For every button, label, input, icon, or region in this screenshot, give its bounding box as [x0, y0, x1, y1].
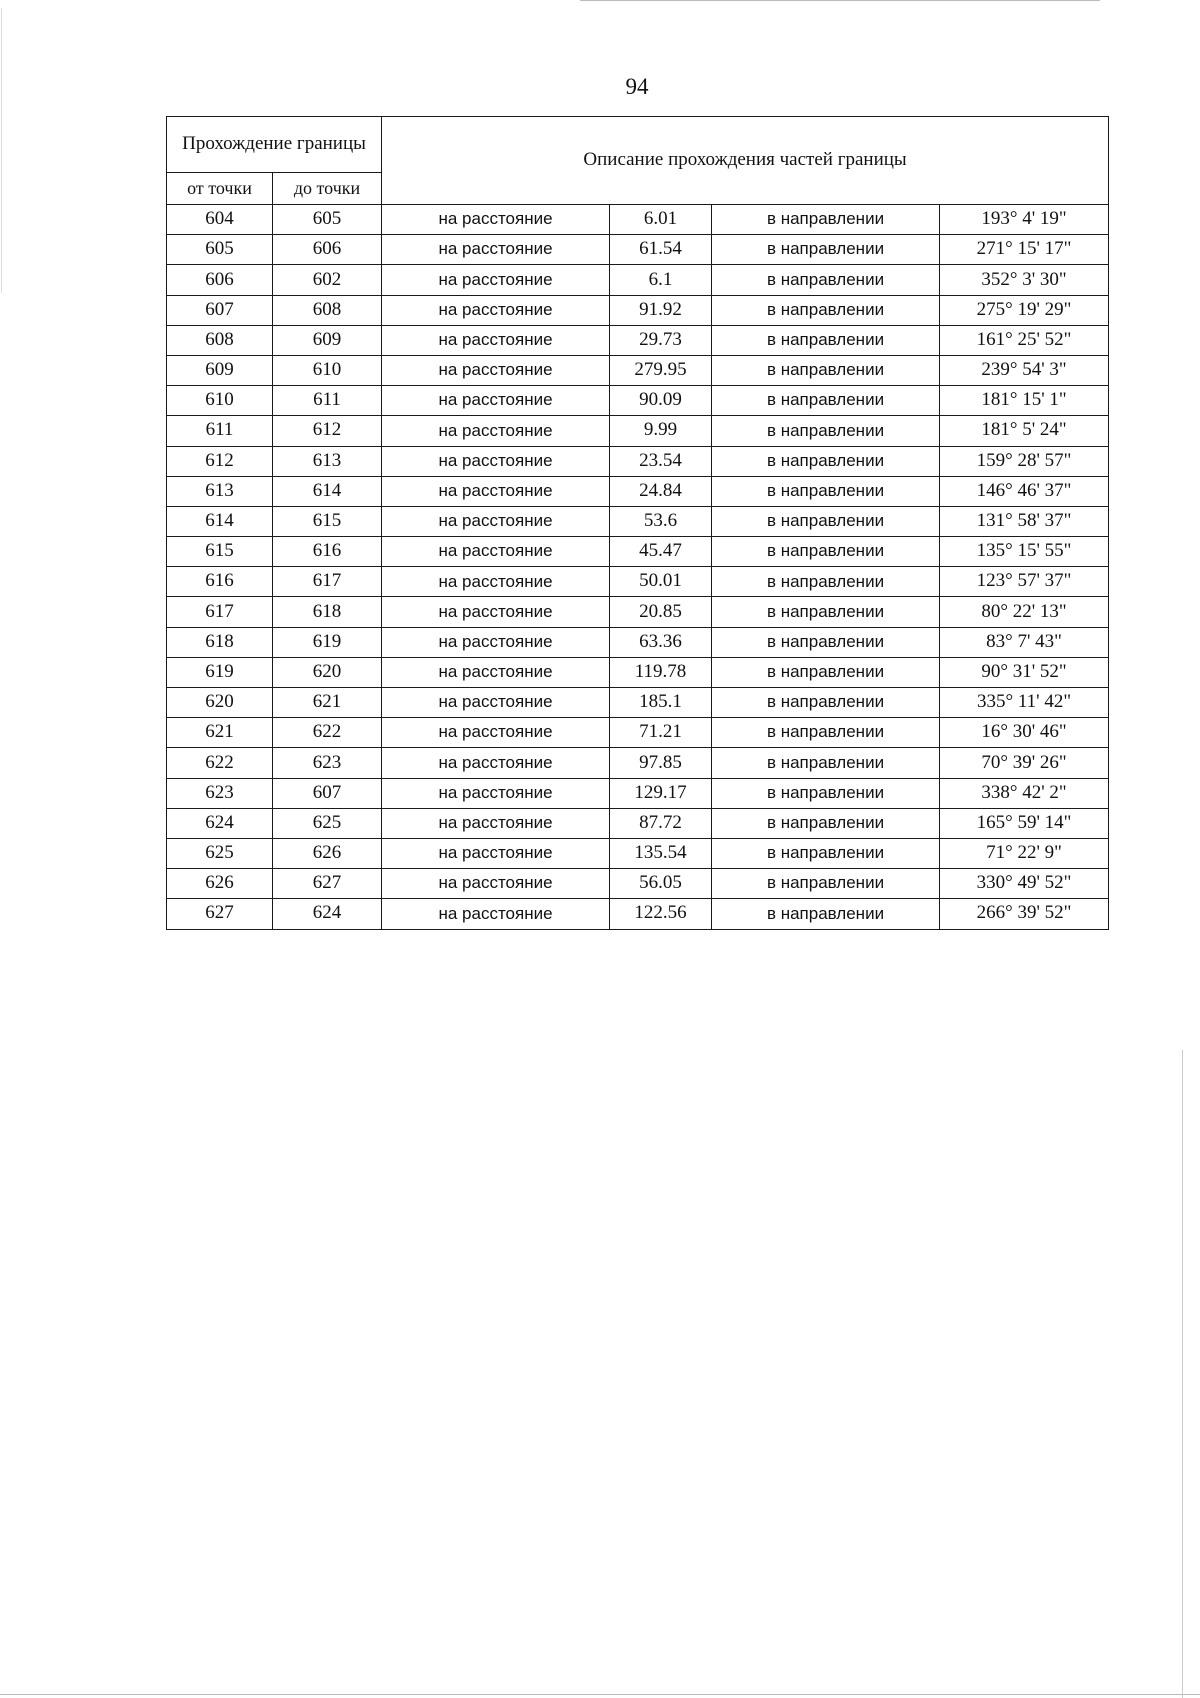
- direction-label-cell: в направлении: [712, 537, 940, 567]
- distance-label-cell: на расстояние: [382, 657, 610, 687]
- direction-angle-cell: 165° 59' 14": [940, 808, 1109, 838]
- from-point-cell: 626: [167, 869, 273, 899]
- direction-label-cell: в направлении: [712, 205, 940, 235]
- to-point-cell: 625: [273, 808, 382, 838]
- scan-edge-bottom: [0, 1694, 1200, 1695]
- direction-label-cell: в направлении: [712, 295, 940, 325]
- distance-value-cell: 279.95: [610, 355, 712, 385]
- distance-label-cell: на расстояние: [382, 416, 610, 446]
- direction-angle-cell: 71° 22' 9": [940, 838, 1109, 868]
- to-point-cell: 602: [273, 265, 382, 295]
- distance-value-cell: 87.72: [610, 808, 712, 838]
- table-row: [167, 567, 1109, 597]
- direction-angle-cell: 135° 15' 55": [940, 537, 1109, 567]
- from-point-cell: 625: [167, 838, 273, 868]
- to-point-cell: 605: [273, 205, 382, 235]
- distance-value-cell: 6.1: [610, 265, 712, 295]
- direction-label-cell: в направлении: [712, 718, 940, 748]
- from-point-cell: 615: [167, 537, 273, 567]
- table-row: [167, 205, 1109, 235]
- direction-label-cell: в направлении: [712, 446, 940, 476]
- page-number: 94: [625, 74, 649, 99]
- direction-label-cell: в направлении: [712, 386, 940, 416]
- distance-label-cell: на расстояние: [382, 899, 610, 929]
- distance-value-cell: 9.99: [610, 416, 712, 446]
- distance-value-cell: 6.01: [610, 205, 712, 235]
- direction-label-cell: в направлении: [712, 808, 940, 838]
- distance-label-cell: на расстояние: [382, 235, 610, 265]
- header-passage: Прохождение границы: [167, 117, 382, 173]
- from-point-cell: 620: [167, 688, 273, 718]
- distance-value-cell: 29.73: [610, 325, 712, 355]
- table-row: [167, 325, 1109, 355]
- direction-label-cell: в направлении: [712, 567, 940, 597]
- distance-label-cell: на расстояние: [382, 537, 610, 567]
- direction-angle-cell: 181° 5' 24": [940, 416, 1109, 446]
- from-point-cell: 606: [167, 265, 273, 295]
- from-point-cell: 622: [167, 748, 273, 778]
- to-point-cell: 614: [273, 476, 382, 506]
- distance-value-cell: 24.84: [610, 476, 712, 506]
- direction-label-cell: в направлении: [712, 838, 940, 868]
- distance-value-cell: 61.54: [610, 235, 712, 265]
- table-row: [167, 627, 1109, 657]
- direction-label-cell: в направлении: [712, 748, 940, 778]
- distance-label-cell: на расстояние: [382, 355, 610, 385]
- direction-label-cell: в направлении: [712, 778, 940, 808]
- direction-angle-cell: 70° 39' 26": [940, 748, 1109, 778]
- distance-value-cell: 45.47: [610, 537, 712, 567]
- to-point-cell: 607: [273, 778, 382, 808]
- distance-value-cell: 50.01: [610, 567, 712, 597]
- distance-label-cell: на расстояние: [382, 265, 610, 295]
- from-point-cell: 619: [167, 657, 273, 687]
- direction-label-cell: в направлении: [712, 657, 940, 687]
- direction-angle-cell: 239° 54' 3": [940, 355, 1109, 385]
- direction-angle-cell: 83° 7' 43": [940, 627, 1109, 657]
- from-point-cell: 610: [167, 386, 273, 416]
- distance-value-cell: 53.6: [610, 506, 712, 536]
- distance-label-cell: на расстояние: [382, 688, 610, 718]
- direction-label-cell: в направлении: [712, 688, 940, 718]
- to-point-cell: 627: [273, 869, 382, 899]
- table-row: [167, 657, 1109, 687]
- direction-angle-cell: 193° 4' 19": [940, 205, 1109, 235]
- distance-label-cell: на расстояние: [382, 386, 610, 416]
- table-row: [167, 506, 1109, 536]
- from-point-cell: 627: [167, 899, 273, 929]
- direction-label-cell: в направлении: [712, 265, 940, 295]
- direction-label-cell: в направлении: [712, 325, 940, 355]
- distance-value-cell: 119.78: [610, 657, 712, 687]
- direction-label-cell: в направлении: [712, 869, 940, 899]
- from-point-cell: 618: [167, 627, 273, 657]
- table-row: [167, 899, 1109, 929]
- from-point-cell: 608: [167, 325, 273, 355]
- direction-angle-cell: 352° 3' 30": [940, 265, 1109, 295]
- scan-edge-right: [1182, 1050, 1183, 1698]
- scan-edge-left: [1, 8, 2, 293]
- from-point-cell: 604: [167, 205, 273, 235]
- table-row: [167, 416, 1109, 446]
- header-from-point: от точки: [167, 173, 273, 205]
- distance-value-cell: 91.92: [610, 295, 712, 325]
- table-header: [167, 117, 1109, 205]
- from-point-cell: 614: [167, 506, 273, 536]
- to-point-cell: 621: [273, 688, 382, 718]
- direction-angle-cell: 330° 49' 52": [940, 869, 1109, 899]
- to-point-cell: 622: [273, 718, 382, 748]
- distance-label-cell: на расстояние: [382, 748, 610, 778]
- direction-angle-cell: 161° 25' 52": [940, 325, 1109, 355]
- distance-label-cell: на расстояние: [382, 838, 610, 868]
- scan-edge-top: [580, 0, 1100, 1]
- to-point-cell: 616: [273, 537, 382, 567]
- direction-label-cell: в направлении: [712, 416, 940, 446]
- distance-label-cell: на расстояние: [382, 325, 610, 355]
- table-row: [167, 597, 1109, 627]
- distance-value-cell: 63.36: [610, 627, 712, 657]
- distance-value-cell: 90.09: [610, 386, 712, 416]
- from-point-cell: 617: [167, 597, 273, 627]
- to-point-cell: 613: [273, 446, 382, 476]
- direction-label-cell: в направлении: [712, 597, 940, 627]
- distance-label-cell: на расстояние: [382, 476, 610, 506]
- to-point-cell: 615: [273, 506, 382, 536]
- table-row: [167, 386, 1109, 416]
- direction-angle-cell: 271° 15' 17": [940, 235, 1109, 265]
- table-row: [167, 688, 1109, 718]
- distance-label-cell: на расстояние: [382, 295, 610, 325]
- from-point-cell: 612: [167, 446, 273, 476]
- direction-angle-cell: 335° 11' 42": [940, 688, 1109, 718]
- table-row: [167, 748, 1109, 778]
- to-point-cell: 624: [273, 899, 382, 929]
- table-row: [167, 446, 1109, 476]
- distance-label-cell: на расстояние: [382, 506, 610, 536]
- distance-value-cell: 185.1: [610, 688, 712, 718]
- to-point-cell: 623: [273, 748, 382, 778]
- distance-value-cell: 71.21: [610, 718, 712, 748]
- from-point-cell: 613: [167, 476, 273, 506]
- direction-angle-cell: 123° 57' 37": [940, 567, 1109, 597]
- from-point-cell: 611: [167, 416, 273, 446]
- direction-label-cell: в направлении: [712, 899, 940, 929]
- table-row: [167, 355, 1109, 385]
- from-point-cell: 609: [167, 355, 273, 385]
- distance-value-cell: 122.56: [610, 899, 712, 929]
- to-point-cell: 617: [273, 567, 382, 597]
- direction-angle-cell: 181° 15' 1": [940, 386, 1109, 416]
- direction-angle-cell: 159° 28' 57": [940, 446, 1109, 476]
- distance-label-cell: на расстояние: [382, 718, 610, 748]
- distance-label-cell: на расстояние: [382, 808, 610, 838]
- direction-angle-cell: 266° 39' 52": [940, 899, 1109, 929]
- distance-label-cell: на расстояние: [382, 627, 610, 657]
- to-point-cell: 618: [273, 597, 382, 627]
- header-description: Описание прохождения частей границы: [382, 117, 1109, 205]
- direction-label-cell: в направлении: [712, 355, 940, 385]
- from-point-cell: 616: [167, 567, 273, 597]
- distance-label-cell: на расстояние: [382, 567, 610, 597]
- to-point-cell: 609: [273, 325, 382, 355]
- direction-angle-cell: 275° 19' 29": [940, 295, 1109, 325]
- direction-angle-cell: 80° 22' 13": [940, 597, 1109, 627]
- distance-value-cell: 129.17: [610, 778, 712, 808]
- table-row: [167, 808, 1109, 838]
- distance-label-cell: на расстояние: [382, 778, 610, 808]
- from-point-cell: 607: [167, 295, 273, 325]
- direction-angle-cell: 131° 58' 37": [940, 506, 1109, 536]
- direction-label-cell: в направлении: [712, 627, 940, 657]
- to-point-cell: 610: [273, 355, 382, 385]
- distance-label-cell: на расстояние: [382, 597, 610, 627]
- direction-angle-cell: 338° 42' 2": [940, 778, 1109, 808]
- to-point-cell: 608: [273, 295, 382, 325]
- distance-label-cell: на расстояние: [382, 446, 610, 476]
- distance-value-cell: 135.54: [610, 838, 712, 868]
- table-row: [167, 295, 1109, 325]
- table-row: [167, 235, 1109, 265]
- distance-value-cell: 20.85: [610, 597, 712, 627]
- to-point-cell: 619: [273, 627, 382, 657]
- table-row: [167, 537, 1109, 567]
- direction-label-cell: в направлении: [712, 235, 940, 265]
- from-point-cell: 623: [167, 778, 273, 808]
- to-point-cell: 611: [273, 386, 382, 416]
- distance-value-cell: 97.85: [610, 748, 712, 778]
- table-row: [167, 838, 1109, 868]
- distance-label-cell: на расстояние: [382, 869, 610, 899]
- to-point-cell: 620: [273, 657, 382, 687]
- from-point-cell: 605: [167, 235, 273, 265]
- to-point-cell: 606: [273, 235, 382, 265]
- table-body: [167, 205, 1109, 930]
- direction-angle-cell: 146° 46' 37": [940, 476, 1109, 506]
- from-point-cell: 624: [167, 808, 273, 838]
- distance-value-cell: 23.54: [610, 446, 712, 476]
- to-point-cell: 612: [273, 416, 382, 446]
- to-point-cell: 626: [273, 838, 382, 868]
- table-row: [167, 718, 1109, 748]
- distance-value-cell: 56.05: [610, 869, 712, 899]
- table-row: [167, 778, 1109, 808]
- direction-angle-cell: 90° 31' 52": [940, 657, 1109, 687]
- from-point-cell: 621: [167, 718, 273, 748]
- direction-label-cell: в направлении: [712, 506, 940, 536]
- table-row: [167, 869, 1109, 899]
- header-to-point: до точки: [273, 173, 382, 205]
- direction-angle-cell: 16° 30' 46": [940, 718, 1109, 748]
- boundary-table: [166, 116, 1109, 930]
- direction-label-cell: в направлении: [712, 476, 940, 506]
- table-row: [167, 265, 1109, 295]
- table-row: [167, 476, 1109, 506]
- distance-label-cell: на расстояние: [382, 205, 610, 235]
